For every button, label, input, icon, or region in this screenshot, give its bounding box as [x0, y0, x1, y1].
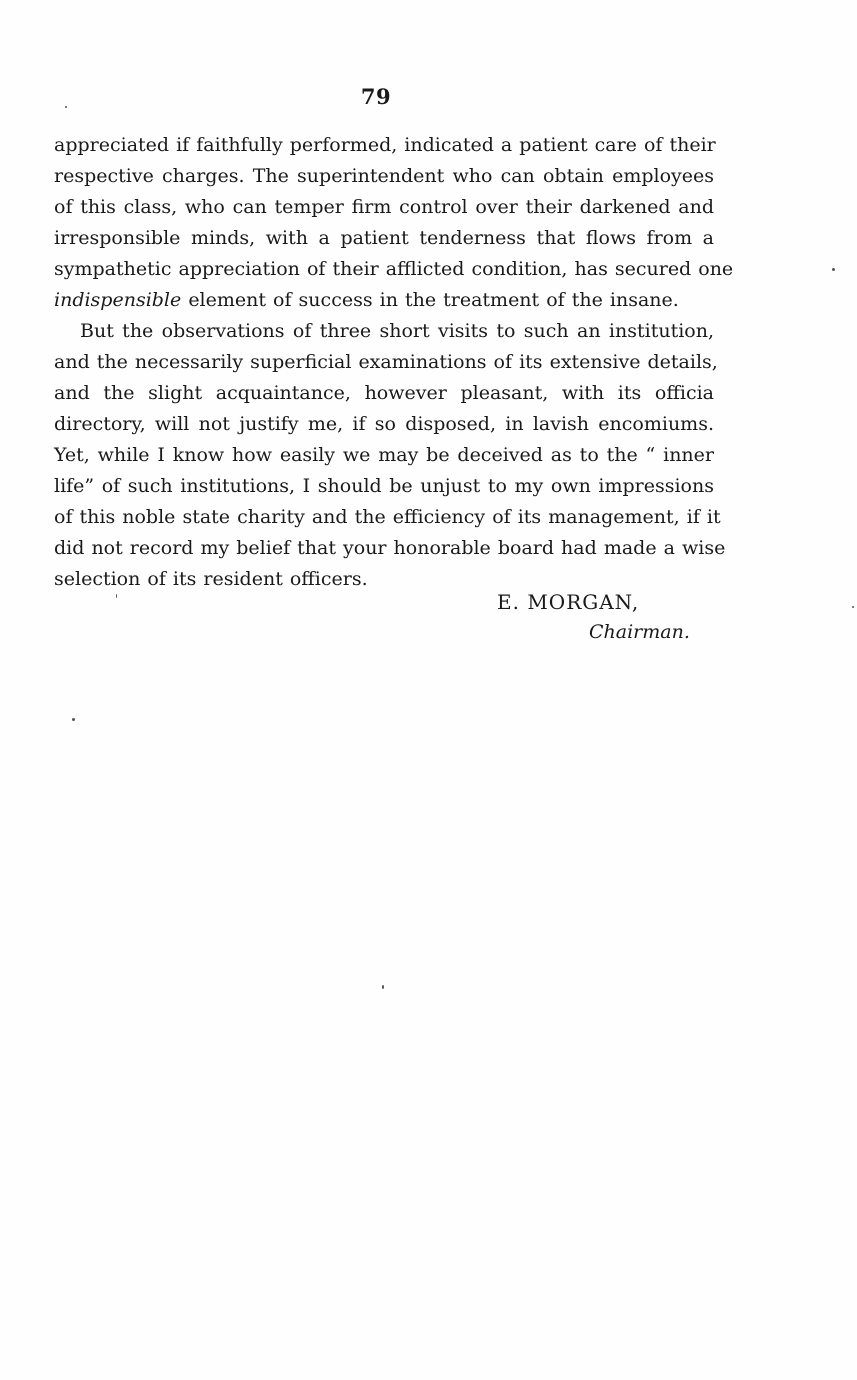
text-line-3: of this class, who can temper firm control over their darkened and: [54, 196, 714, 218]
text-line-5: sympathetic appreciation of their afflicted condition, has secured one: [54, 258, 734, 280]
text-line-1: appreciated if faithfully performed, indicated a patient care of their: [54, 134, 716, 156]
text-line-7: But the observations of three short visits to such an institution,: [80, 320, 714, 342]
page-number: 79: [360, 84, 392, 109]
text-line-14: did not record my belief that your honorable board had made a wise: [54, 537, 726, 559]
scan-speck: [382, 985, 384, 989]
text-line-4: irresponsible minds, with a patient tenderness that flows from a: [54, 227, 714, 249]
text-line-8: and the necessarily superficial examinations of its extensive details,: [54, 351, 718, 373]
scan-speck: [832, 268, 835, 271]
text-line-2: respective charges. The superintendent who can obtain employees: [54, 165, 714, 187]
signature-name: E. MORGAN,: [497, 590, 640, 614]
text-line-11: Yet, while I know how easily we may be deceived as to the “ inner: [54, 444, 714, 466]
scan-speck: [65, 106, 67, 108]
scan-speck: [116, 594, 117, 598]
text-line-10: directory, will not justify me, if so disposed, in lavish encomiums.: [54, 413, 714, 435]
text-line-6-rest: element of success in the treatment of the insane.: [188, 289, 679, 311]
text-line-9: and the slight acquaintance, however pleasant, with its officia: [54, 382, 714, 404]
scan-speck: [72, 718, 75, 721]
text-line-13: of this noble state charity and the efficiency of its management, if it: [54, 506, 721, 528]
scan-speck: [852, 606, 854, 608]
italic-word: indispensible: [54, 289, 182, 311]
text-line-12: life” of such institutions, I should be unjust to my own impressions: [54, 475, 714, 497]
body-text: [54, 130, 734, 595]
signature-title: Chairman.: [589, 621, 690, 643]
text-line-6: [54, 285, 714, 316]
text-line-15: selection of its resident officers.: [54, 568, 368, 590]
